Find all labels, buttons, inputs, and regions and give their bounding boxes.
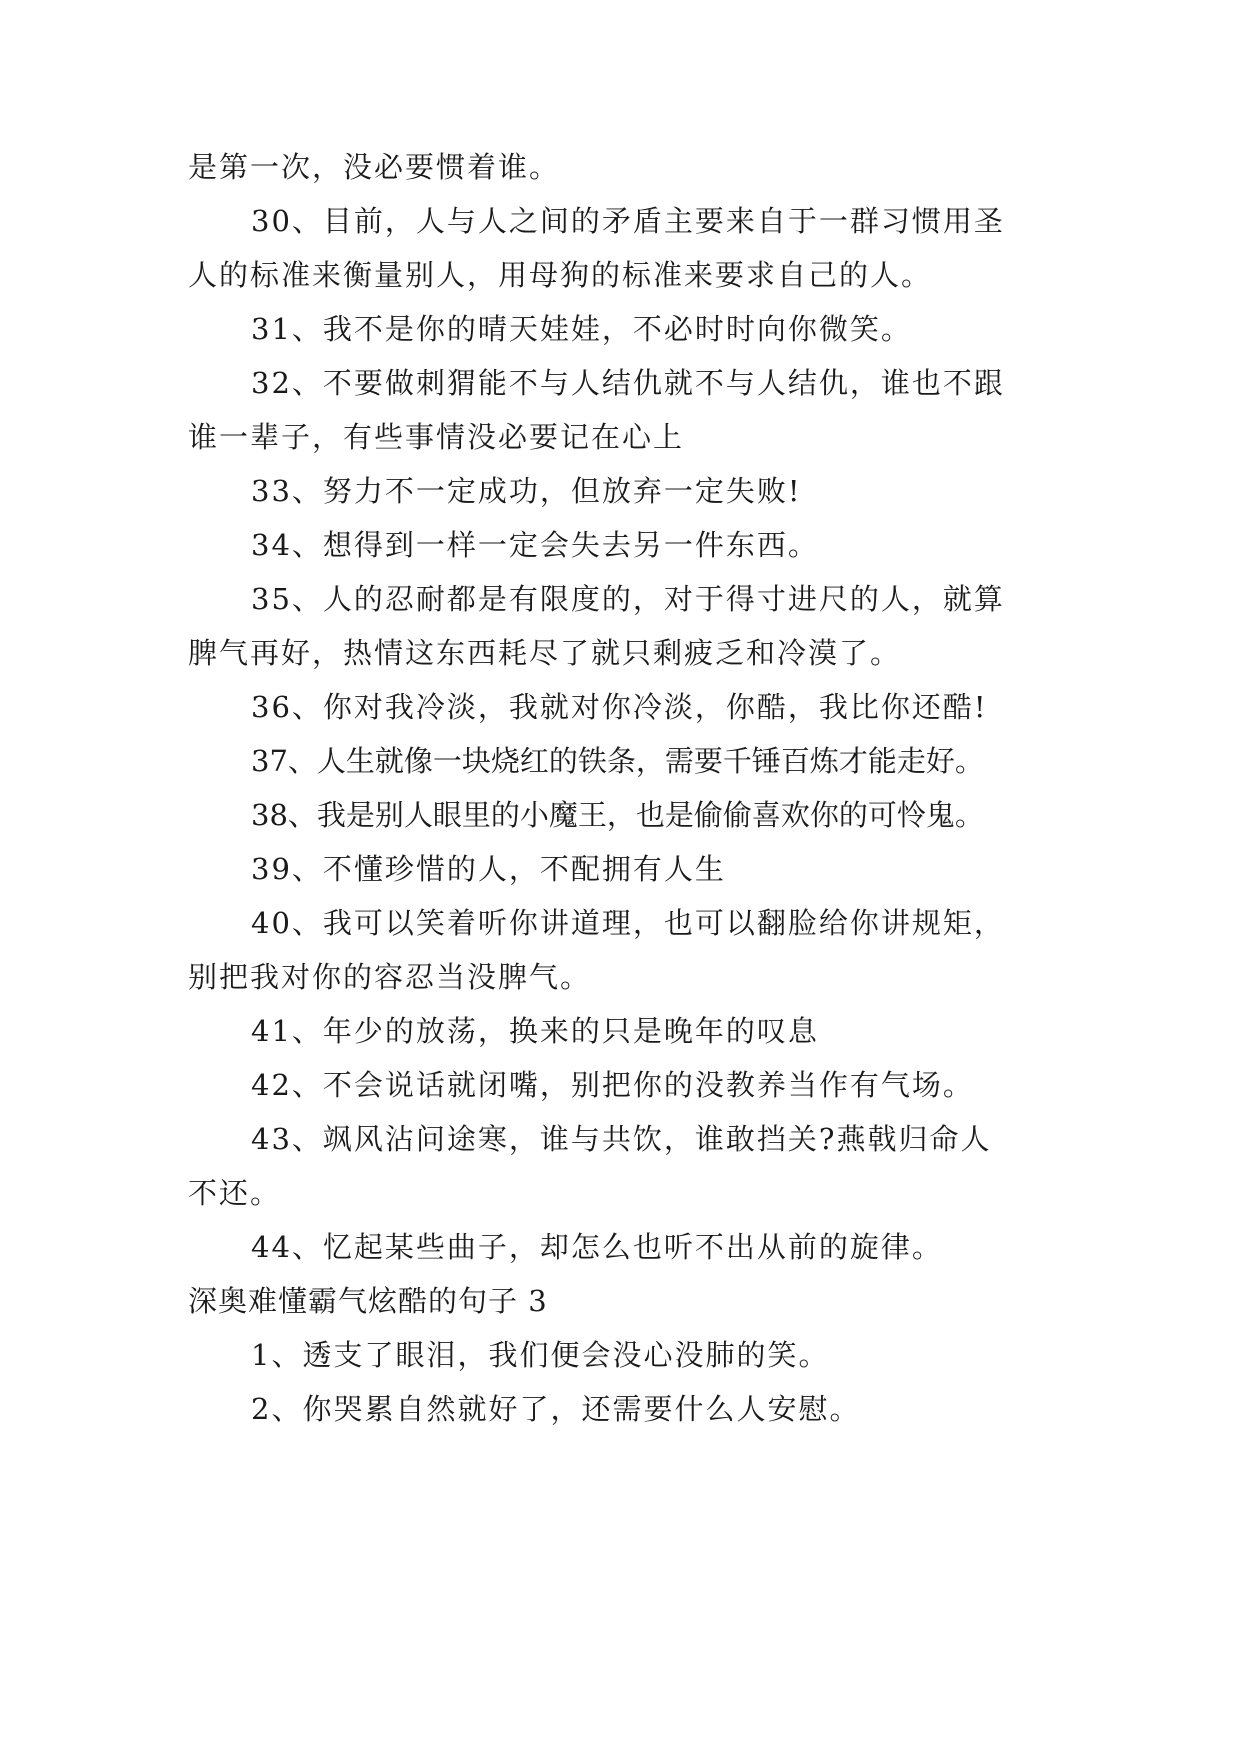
list-item-37: 37、人生就像一块烧红的铁条，需要千锤百炼才能走好。 bbox=[251, 744, 984, 778]
list-item-35: 35、人的忍耐都是有限度的，对于得寸进尺的人，就算 bbox=[251, 582, 1005, 616]
list-item-42: 42、不会说话就闭嘴，别把你的没教养当作有气场。 bbox=[251, 1068, 974, 1102]
list-item-38: 38、我是别人眼里的小魔王，也是偷偷喜欢你的可怜鬼。 bbox=[251, 798, 984, 832]
list-item-36: 36、你对我冷淡，我就对你冷淡，你酷，我比你还酷! bbox=[251, 690, 988, 724]
list-item-39: 39、不懂珍惜的人，不配拥有人生 bbox=[251, 852, 726, 886]
text-line: 谁一辈子，有些事情没必要记在心上 bbox=[188, 420, 685, 454]
list-item-30: 30、目前，人与人之间的矛盾主要来自于一群习惯用圣 bbox=[251, 204, 1005, 238]
list-item-43: 43、飒风沾问途寒，谁与共饮，谁敢挡关?燕戟归命人 bbox=[251, 1122, 992, 1156]
list-item-40: 40、我可以笑着听你讲道理，也可以翻脸给你讲规矩， bbox=[251, 906, 1005, 940]
list-item-34: 34、想得到一样一定会失去另一件东西。 bbox=[251, 528, 819, 562]
text-line: 人的标准来衡量别人，用母狗的标准来要求自己的人。 bbox=[188, 258, 933, 292]
list-item-44: 44、忆起某些曲子，却怎么也听不出从前的旋律。 bbox=[251, 1230, 943, 1264]
text-line: 不还。 bbox=[188, 1176, 282, 1210]
list-item-31: 31、我不是你的晴天娃娃，不必时时向你微笑。 bbox=[251, 312, 912, 346]
list-item-1: 1、透支了眼泪，我们便会没心没肺的笑。 bbox=[251, 1338, 830, 1372]
list-item-33: 33、努力不一定成功，但放弃一定失败! bbox=[251, 474, 802, 508]
text-line: 别把我对你的容忍当没脾气。 bbox=[188, 960, 592, 994]
text-line: 脾气再好，热情这东西耗尽了就只剩疲乏和冷漠了。 bbox=[188, 636, 902, 670]
section-heading: 深奥难懂霸气炫酷的句子 3 bbox=[188, 1284, 548, 1318]
list-item-41: 41、年少的放荡，换来的只是晚年的叹息 bbox=[251, 1014, 819, 1048]
text-line: 是第一次，没必要惯着谁。 bbox=[188, 150, 561, 184]
list-item-2: 2、你哭累自然就好了，还需要什么人安慰。 bbox=[251, 1392, 861, 1426]
list-item-32: 32、不要做刺猬能不与人结仇就不与人结仇，谁也不跟 bbox=[251, 366, 1005, 400]
